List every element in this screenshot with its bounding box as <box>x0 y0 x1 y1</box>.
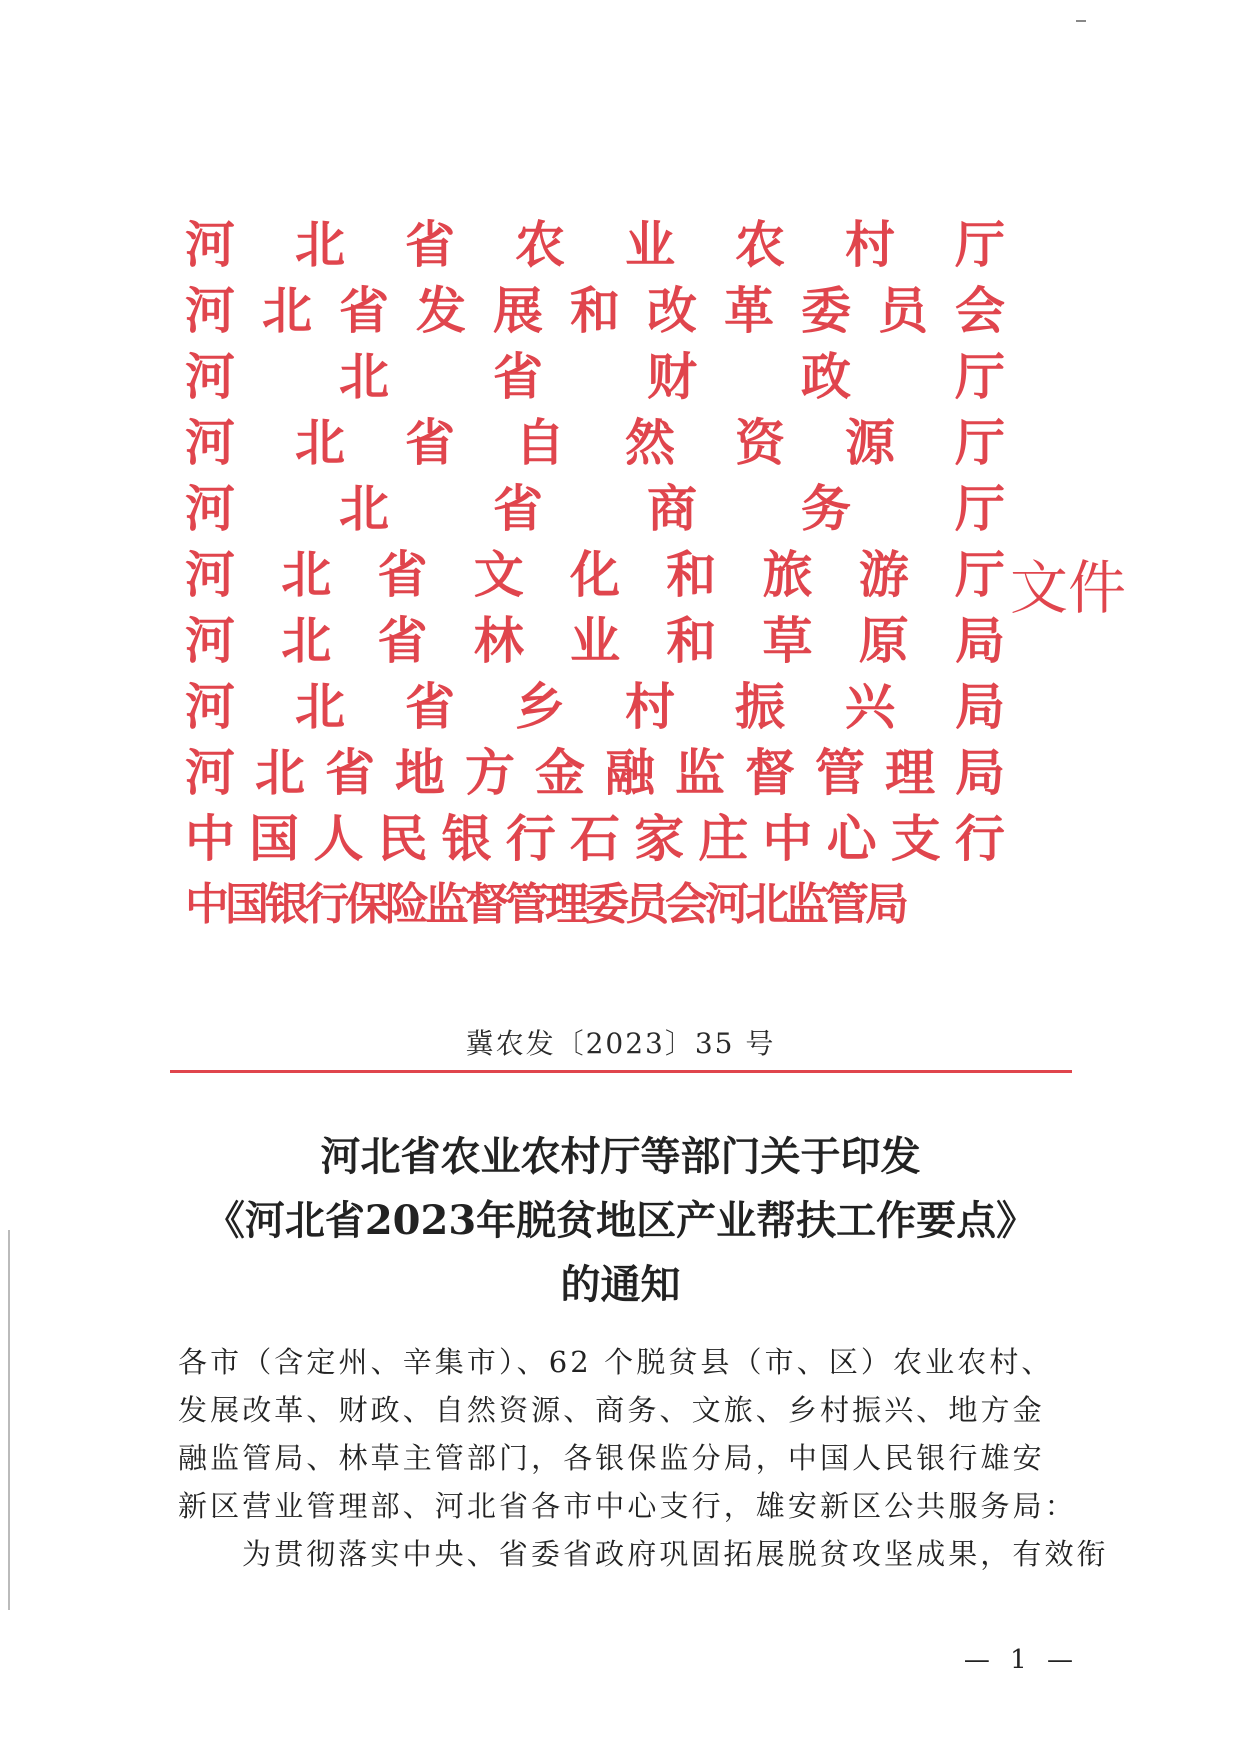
issuer-char: 财 <box>647 347 697 406</box>
issuer-char: 展 <box>493 281 543 340</box>
issuer-row <box>185 344 1005 410</box>
issuer-char: 局 <box>955 611 1005 670</box>
issuer-char: 庄 <box>698 809 749 868</box>
issuer-char: 北 <box>262 281 312 340</box>
issuer-row <box>185 278 1005 344</box>
issuer-char: 河 <box>185 611 235 670</box>
issuer-char: 心 <box>826 809 877 868</box>
issuer-char: 管 <box>815 743 865 802</box>
issuer-char: 商 <box>647 479 697 538</box>
issuer-char: 和 <box>666 545 717 604</box>
issuer-char: 河 <box>185 743 235 802</box>
recipients-paragraph <box>178 1338 1078 1530</box>
issuer-char: 革 <box>724 281 774 340</box>
issuer-char: 省 <box>493 479 543 538</box>
issuer-char: 乡 <box>515 677 565 736</box>
issuer-char: 河 <box>185 677 235 736</box>
issuer-char: 北 <box>281 611 332 670</box>
issuer-char: 村 <box>845 215 895 274</box>
issuer-row <box>185 542 1005 608</box>
issuer-char: 厅 <box>955 347 1005 406</box>
title-line-2: 《河北省2023年脱贫地区产业帮扶工作要点》 <box>204 1197 1037 1244</box>
issuer-char: 行 <box>954 809 1005 868</box>
issuer-char: 河 <box>185 545 235 604</box>
issuer-char: 和 <box>570 281 620 340</box>
issuer-char: 北 <box>295 413 345 472</box>
issuer-char: 资 <box>735 413 785 472</box>
issuer-row <box>185 410 1005 476</box>
issuer-char: 村 <box>625 677 675 736</box>
document-number: 冀农发〔2023〕35 号 <box>465 1027 776 1060</box>
issuer-char: 发 <box>416 281 466 340</box>
issuer-char: 兴 <box>845 677 895 736</box>
issuer-char: 厅 <box>955 545 1005 604</box>
scan-mark <box>1076 20 1086 22</box>
recipients-line: 发展改革、财政、自然资源、商务、文旅、乡村振兴、地方金 <box>178 1393 1045 1427</box>
issuer-char: 河 <box>185 479 235 538</box>
issuer-row <box>185 674 1005 740</box>
issuer-char: 省 <box>339 281 389 340</box>
issuer-char: 督 <box>745 743 795 802</box>
issuer-char: 厅 <box>955 479 1005 538</box>
issuer-char: 省 <box>493 347 543 406</box>
issuing-authorities-header <box>185 212 1005 938</box>
recipients-line: 新区营业管理部、河北省各市中心支行，雄安新区公共服务局： <box>178 1489 1077 1523</box>
issuer-char: 河 <box>185 281 235 340</box>
issuer-char: 北 <box>295 215 345 274</box>
issuer-char: 民 <box>377 809 428 868</box>
paragraph-line: 为贯彻落实中央、省委省政府巩固拓展脱贫攻坚成果，有效衔 <box>242 1537 1109 1571</box>
title-line-1: 河北省农业农村厅等部门关于印发 <box>320 1133 921 1180</box>
issuer-char: 草 <box>762 611 813 670</box>
issuer-char: 理 <box>885 743 935 802</box>
document-body <box>178 1338 1109 1578</box>
issuer-char: 文 <box>473 545 524 604</box>
issuer-char: 省 <box>377 545 428 604</box>
issuer-char: 林 <box>473 611 524 670</box>
issuer-char: 北 <box>339 479 389 538</box>
page-number: — 1 — <box>963 1645 1079 1675</box>
issuer-char: 方 <box>465 743 515 802</box>
issuer-char: 石 <box>569 809 620 868</box>
issuer-char: 自 <box>515 413 565 472</box>
issuer-char: 政 <box>801 347 851 406</box>
issuer-char: 员 <box>878 281 928 340</box>
issuer-char: 原 <box>858 611 909 670</box>
recipients-line: 各市（含定州、辛集市）、62 个脱贫县（市、区）农业农村、 <box>178 1345 1054 1379</box>
issuer-char: 省 <box>405 413 455 472</box>
issuer-char: 和 <box>666 611 717 670</box>
issuer-row <box>185 212 1005 278</box>
issuer-char: 局 <box>955 677 1005 736</box>
issuer-char: 会 <box>955 281 1005 340</box>
issuer-char: 游 <box>858 545 909 604</box>
issuer-char: 厅 <box>955 215 1005 274</box>
issuer-char: 河 <box>185 215 235 274</box>
issuer-char: 然 <box>625 413 675 472</box>
issuer-char: 金 <box>535 743 585 802</box>
body-paragraph-1 <box>178 1530 1109 1578</box>
issuer-char: 改 <box>647 281 697 340</box>
issuer-char: 省 <box>405 215 455 274</box>
issuer-row <box>185 806 1005 872</box>
issuer-row <box>185 872 1005 938</box>
issuer-name: 中国银行保险监督管理委员会河北监管局 <box>185 879 905 930</box>
issuer-char: 旅 <box>762 545 813 604</box>
issuer-char: 业 <box>625 215 675 274</box>
issuer-char: 农 <box>515 215 565 274</box>
issuer-char: 河 <box>185 413 235 472</box>
issuer-char: 银 <box>441 809 492 868</box>
issuer-char: 河 <box>185 347 235 406</box>
red-divider-line <box>170 1070 1072 1073</box>
issuer-char: 农 <box>735 215 785 274</box>
issuer-char: 家 <box>634 809 685 868</box>
issuer-char: 业 <box>570 611 620 670</box>
issuer-char: 局 <box>955 743 1005 802</box>
issuer-row <box>185 740 1005 806</box>
issuer-char: 中 <box>185 809 235 868</box>
issuer-char: 务 <box>801 479 851 538</box>
issuer-char: 省 <box>377 611 428 670</box>
issuer-row <box>185 476 1005 542</box>
issuer-char: 源 <box>845 413 895 472</box>
issuer-char: 委 <box>801 281 851 340</box>
issuer-char: 厅 <box>955 413 1005 472</box>
issuer-char: 振 <box>735 677 785 736</box>
issuer-char: 省 <box>405 677 455 736</box>
issuer-char: 行 <box>505 809 556 868</box>
issuer-char: 化 <box>570 545 620 604</box>
issuer-char: 融 <box>605 743 655 802</box>
title-line-3: 的通知 <box>560 1261 681 1308</box>
document-title <box>0 1125 1241 1317</box>
issuer-char: 北 <box>295 677 345 736</box>
issuer-char: 北 <box>255 743 305 802</box>
issuer-char: 中 <box>762 809 813 868</box>
issuer-char: 北 <box>339 347 389 406</box>
issuer-char: 地 <box>395 743 445 802</box>
issuer-char: 省 <box>325 743 375 802</box>
issuer-char: 国 <box>249 809 300 868</box>
issuer-char: 支 <box>890 809 941 868</box>
issuer-char: 监 <box>675 743 725 802</box>
document-suffix: 文件 <box>1010 554 1127 622</box>
issuer-char: 人 <box>313 809 364 868</box>
issuer-row <box>185 608 1005 674</box>
recipients-line: 融监管局、林草主管部门，各银保监分局，中国人民银行雄安 <box>178 1441 1045 1475</box>
issuer-char: 北 <box>281 545 332 604</box>
